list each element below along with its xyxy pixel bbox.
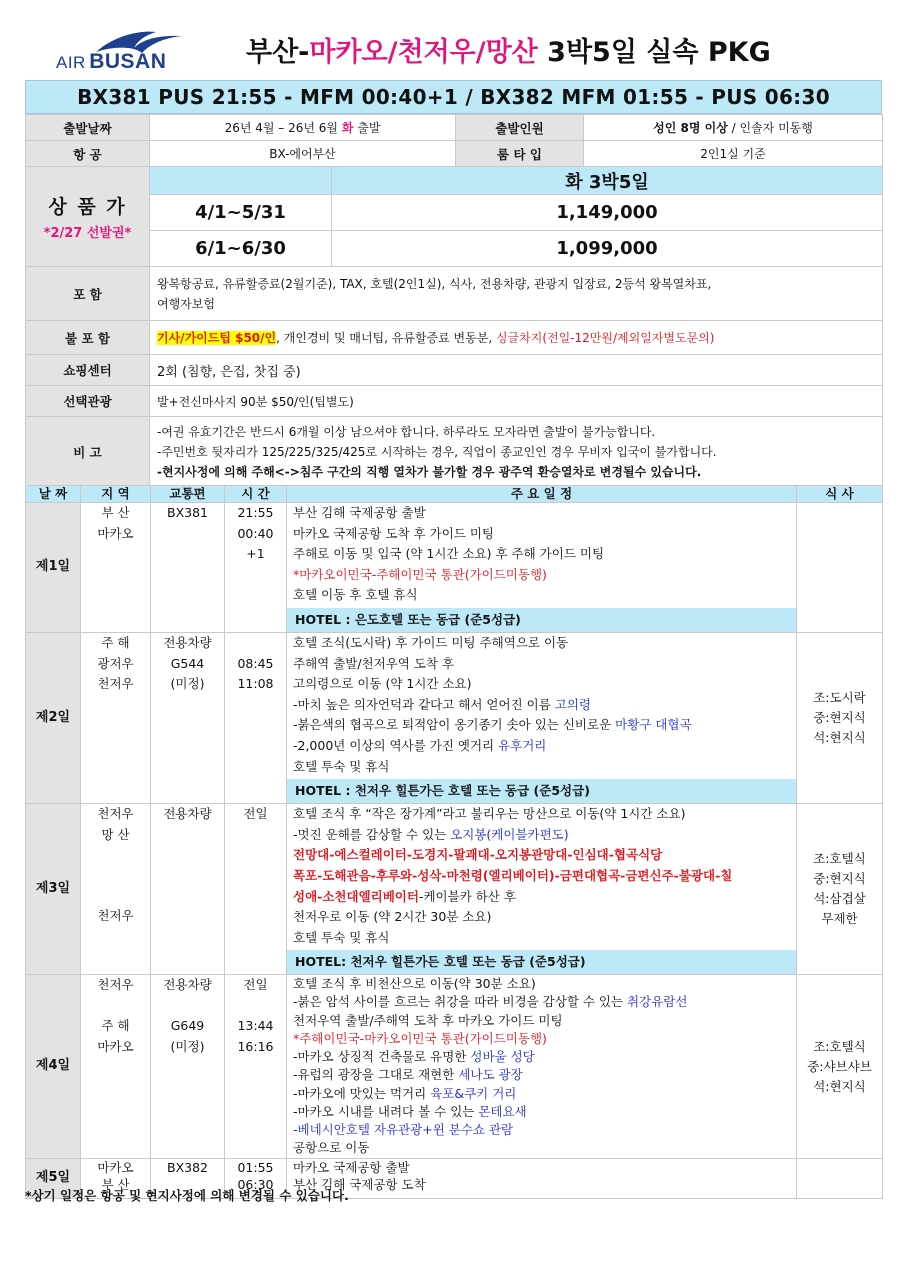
remarks-label: 비 고 [26,417,150,487]
hotel-info: HOTEL : 은도호텔 또는 동급 (준5성급) [287,608,796,632]
room-value: 2인1실 기준 [584,141,883,167]
table-row [26,804,883,975]
footnote: *상기 일정은 항공 및 현지사정에 의해 변경될 수 있습니다. [25,1188,349,1203]
people-value: 성인 8명 이상 / 인솔자 미동행 [584,115,883,141]
day-label: 제3일 [26,804,81,975]
departure-label: 출발날짜 [26,115,150,141]
include-value: 왕복항공료, 유류할증료(2월기준), TAX, 호텔(2인1실), 식사, 전용차량, 관광지 입장료, 2등석 왕복열차표, 여행자보험 [150,267,883,321]
remarks-value: -여권 유효기간은 반드시 6개월 이상 남으셔야 합니다. 하루라도 모자라면 출발이 불가능합니다. -주민번호 뒷자리가 125/225/325/425로 시작하는 경우, 직업이 종교인인 경우 무비자 입국이 불가합니다. -현지사정에 의해 주해<->침주 구간의 직행 열차가 불가할 경우 광주역 환승열차로 변경될수 있습니다. [150,417,883,487]
price-label: 상 품 가 [48,196,127,218]
exclude-value: 기사/가이드팁 $50/인, 개인경비 및 매너팁, 유류할증료 변동분, 싱글차지(전일-12만원/제외일자별도문의) [150,321,883,355]
transport-cell: 전용차량 G649 (미정) [151,975,225,1159]
price-period: 4/1~5/31 [150,195,332,231]
region-cell: 천저우 망 산 천저우 [81,804,151,975]
day-label: 제2일 [26,632,81,803]
room-label: 룸 타 입 [456,141,584,167]
shopping-label: 쇼핑센터 [26,355,150,386]
table-row [26,503,883,633]
meal-cell: 조:도시락 중:현지식 석:현지식 [797,632,883,803]
optional-value: 발+전신마사지 90분 $50/인(팁별도) [150,386,883,417]
region-cell: 부 산 마카오 [81,503,151,633]
time-cell: 21:55 00:40 +1 [225,503,287,633]
time-cell: 08:45 11:08 [225,632,287,803]
time-cell: 전일 13:44 16:16 [225,975,287,1159]
transport-cell: 전용차량 G544 (미정) [151,632,225,803]
info-table [25,114,883,487]
table-row [26,975,883,1159]
time-cell: 전일 [225,804,287,975]
region-cell: 천저우 주 해 마카오 [81,975,151,1159]
table-row [26,632,883,803]
price-amount: 1,149,000 [332,195,883,231]
people-label: 출발인원 [456,115,584,141]
logo-air-text: AIR [56,53,86,72]
meal-cell [797,503,883,633]
hotel-info: HOTEL : 천저우 힐튼가든 호텔 또는 동급 (준5성급) [287,779,796,803]
logo-busan-text: BUSAN [89,50,167,73]
transport-cell: BX381 [151,503,225,633]
region-cell: 마카오 부 산 [81,1159,151,1199]
day-label: 제1일 [26,503,81,633]
schedule-cell: 호텔 조식(도시락) 후 가이드 미팅 주해역으로 이동 주해역 출발/천저우역 도착 후 고의령으로 이동 (약 1시간 소요) -마치 높은 의자언덕과 같다고 해서 얻어진 이름 고의령 -붉은색의 협곡으로 퇴적암이 옹기종기 솟아 있는 신비로운 마황구 대협곡 -2,000년 이상의 역사를 가진 옛거리 유후거리 호텔 투숙 및 휴식 HOTEL : 천저우 힐튼가든 호텔 또는 동급 (준5성급) [287,632,797,803]
header-region: 지 역 [81,486,151,503]
itinerary-table [25,485,883,1199]
header-day: 날 짜 [26,486,81,503]
meal-cell: 조:호텔식 중:샤브샤브 석:현지식 [797,975,883,1159]
price-period: 6/1~6/30 [150,231,332,267]
transport-cell: 전용차량 [151,804,225,975]
schedule-cell: 호텔 조식 후 “작은 장가계”라고 불리우는 망산으로 이동(약 1시간 소요) -멋진 운해를 감상할 수 있는 오지봉(케이블카편도) 전망대-에스컬레이터-도경지-팔괘대-오지봉관망대-인심대-협곡식당 폭포-도해관음-후루와-성삭-마천령(엘리베이터)-금편대협곡-금편신주-불광대-칠 성애-소천대엘리베이터-케이블카 하산 후 천저우로 이동 (약 2시간 30분 소요) 호텔 투숙 및 휴식 HOTEL: 천저우 힐튼가든 호텔 또는 동급 (준5성급) [287,804,797,975]
header-meal: 식 사 [797,486,883,503]
air-busan-logo [56,26,186,74]
time-cell: 01:55 06:30 [225,1159,287,1199]
optional-label: 선택관광 [26,386,150,417]
day-label: 제5일 [26,1159,81,1199]
airline-label: 항 공 [26,141,150,167]
price-header: 화 3박5일 [332,167,883,195]
meal-cell [797,1159,883,1199]
schedule-cell: 호텔 조식 후 비천산으로 이동(약 30분 소요) -붉은 암석 사이를 흐르는 취강을 따라 비경을 감상할 수 있는 취강유람선 천저우역 출발/주해역 도착 후 마카오 가이드 미팅 *주해이민국-마카오이민국 통관(가이드미동행) -마카오 상징적 건축물로 유명한 성바울 성당 -유럽의 광장을 그대로 재현한 세나도 광장 -마카오에 맛있는 먹거리 육포&쿠키 거리 -마카오 시내를 내려다 볼 수 있는 몬테요새 -베네시안호텔 자유관광+윈 분수쇼 관람 공항으로 이동 [287,975,797,1159]
hotel-info: HOTEL: 천저우 힐튼가든 호텔 또는 동급 (준5성급) [287,950,796,974]
flight-schedule-bar: BX381 PUS 21:55 - MFM 00:40+1 / BX382 MFM 01:55 - PUS 06:30 [25,80,882,114]
page-title: 부산-마카오/천저우/망산 3박5일 실속 PKG [246,37,771,68]
region-cell: 주 해 광저우 천저우 [81,632,151,803]
header-schedule: 주 요 일 정 [287,486,797,503]
header-transport: 교통편 [151,486,225,503]
day-label: 제4일 [26,975,81,1159]
schedule-cell: 부산 김해 국제공항 출발 마카오 국제공항 도착 후 가이드 미팅 주해로 이동 및 입국 (약 1시간 소요) 후 주해 가이드 미팅 *마카오이민국-주해이민국 통관(가이드미동행) 호텔 이동 후 호텔 휴식 HOTEL : 은도호텔 또는 동급 (준5성급) [287,503,797,633]
schedule-cell: 마카오 국제공항 출발 부산 김해 국제공항 도착 [287,1159,797,1199]
exclude-label: 불 포 함 [26,321,150,355]
transport-cell: BX382 [151,1159,225,1199]
airline-value: BX-에어부산 [150,141,456,167]
price-amount: 1,099,000 [332,231,883,267]
price-label-cell [26,167,150,267]
shopping-value: 2회 (침향, 은집, 찻집 중) [150,355,883,386]
price-header-blank [150,167,332,195]
include-label: 포 함 [26,267,150,321]
price-note: *2/27 선발권* [43,226,132,241]
meal-cell: 조:호텔식 중:현지식 석:삼겹살 무제한 [797,804,883,975]
header-time: 시 간 [225,486,287,503]
departure-value: 26년 4월 – 26년 6월 화 출발 [150,115,456,141]
